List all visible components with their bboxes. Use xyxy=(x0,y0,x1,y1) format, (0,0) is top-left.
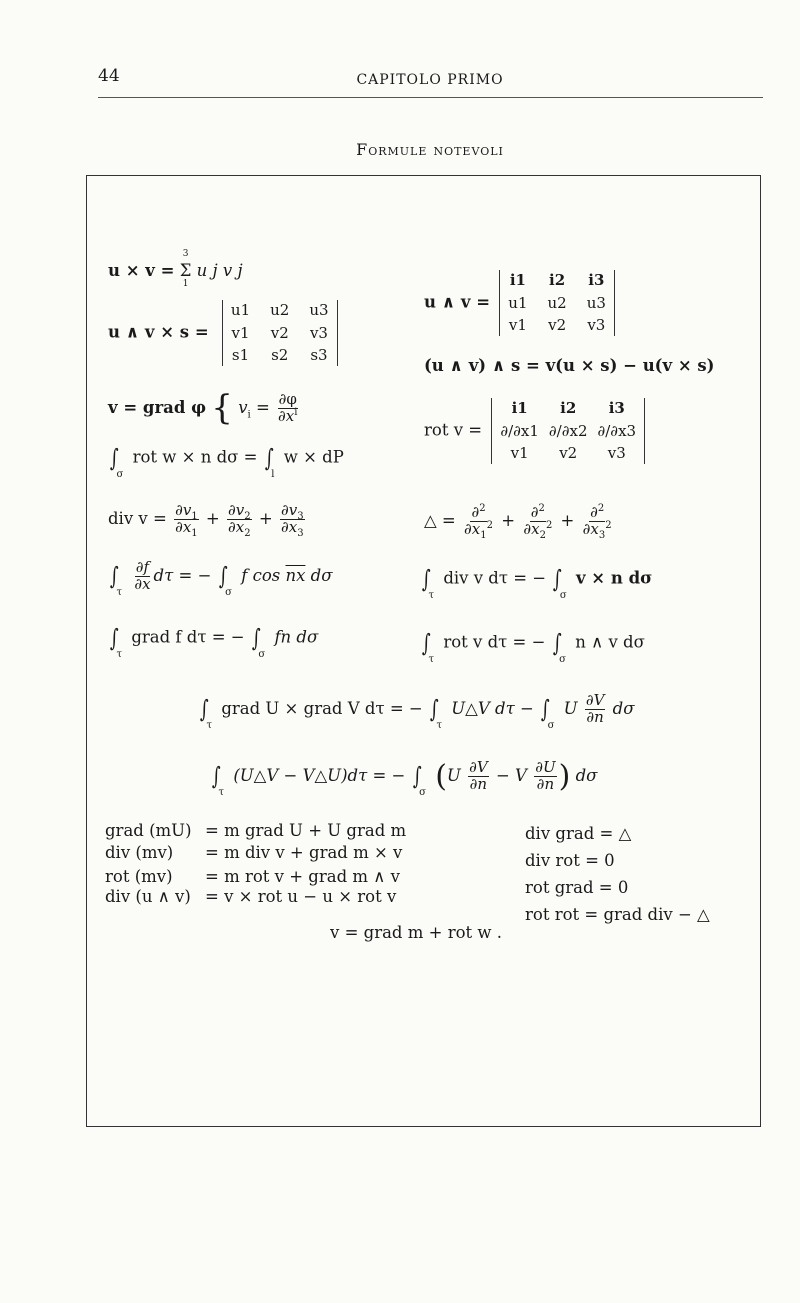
gauss1-rhs: f cos xyxy=(241,565,281,585)
det-cell: v3 xyxy=(587,316,606,334)
identity-rhs: = m grad U + U grad m xyxy=(205,821,407,840)
det-cell: u3 xyxy=(586,293,606,312)
triple-determinant xyxy=(222,300,338,366)
grad-lhs: v = grad φ xyxy=(108,398,207,418)
formula-green-2: $\int_\tau$ (U△V − V△U)dτ = − $\int_\sigma$ (U $\frac{\partial V}{\partial n}$ − V $\frac{\partial U}{\partial n}$ ) dσ xyxy=(211,758,598,798)
identities-left xyxy=(105,818,406,910)
frac-num: ∂φ xyxy=(278,390,297,409)
wedge-lhs: u ∧ v = xyxy=(424,292,491,312)
det-cell: u1 xyxy=(508,293,528,312)
formula-cross-sum xyxy=(108,249,243,289)
section-title: Formule notevoli xyxy=(356,140,504,159)
gauss2-lhs: div v dτ = − xyxy=(443,568,547,588)
formula-triple xyxy=(108,300,338,366)
det-cell: v3 xyxy=(607,444,626,462)
div-lhs: div v = xyxy=(108,508,167,528)
det-cell: v2 xyxy=(548,316,567,334)
final-identity: v = grad m + rot w . xyxy=(330,923,503,942)
grad-rhs-v: v xyxy=(238,398,248,418)
identities-right xyxy=(525,820,710,928)
det-cell: i3 xyxy=(608,399,625,417)
det-cell: i3 xyxy=(588,271,605,289)
grad-fraction: $\frac{\partial\varphi}{\partial x^i}$ xyxy=(278,390,298,426)
formula-rot xyxy=(424,398,645,464)
frac-den: ∂x xyxy=(278,407,295,426)
wedge-determinant xyxy=(499,270,615,336)
identity-lhs: div (u ∧ v) xyxy=(105,887,191,906)
identity-lhs: grad (mU) xyxy=(105,821,192,840)
triple-lhs: u ∧ v × s = xyxy=(108,322,209,342)
det-cell: v1 xyxy=(510,444,529,462)
cross-sum-lhs: u × v = xyxy=(108,261,175,280)
formula-wedge xyxy=(424,270,615,336)
green2-mid: − V xyxy=(495,766,527,785)
det-cell: i1 xyxy=(509,271,526,289)
green2-a: (U△V − V△U)dτ = − xyxy=(233,766,406,785)
det-cell: i2 xyxy=(560,399,577,417)
identity-right-row: rot grad = 0 xyxy=(525,878,629,897)
green1-c: U xyxy=(563,698,578,718)
grad-int-lhs: grad f dτ = − xyxy=(131,627,245,647)
formula-laplacian: △ = $\frac{\partial^2}{\partial x_1^2}$ + $\frac{\partial^2}{\partial x_2^2}$ + $\frac{\partial^2}{\partial x_3^2}$ xyxy=(424,503,612,541)
rot-int-lhs: rot v dτ = − xyxy=(443,632,546,652)
det-cell: u3 xyxy=(309,301,329,319)
green1-a: grad U × grad V dτ = − xyxy=(221,698,423,718)
det-cell: v1 xyxy=(508,316,527,334)
det-cell: ∂/∂x1 xyxy=(500,421,539,440)
det-cell: ∂/∂x2 xyxy=(548,421,588,440)
identity-right-row: rot rot = grad div − △ xyxy=(525,905,710,924)
formula-rot-integral: $\int_\tau$ rot v dτ = − $\int_\sigma$ n ∧ v dσ xyxy=(421,629,645,665)
green1-b: U△V dτ − xyxy=(451,698,534,718)
sum-upper: 3 xyxy=(182,249,189,259)
gauss1-angle: $\overline{nx}$ xyxy=(285,565,306,585)
formula-green-1: $\int_\tau$ grad U × grad V dτ = − $\int_\tau$ U△V $d\tau - \int_\sigma$ U $\frac{\partial V}{\partial n}$ dσ xyxy=(199,691,635,731)
identity-rhs: = v × rot u − u × rot v xyxy=(205,887,397,906)
formula-div: div v = $\frac{\partial v_1}{\partial x_1}$ + $\frac{\partial v_2}{\partial x_2}$ + $\frac{\partial v_3}{\partial x_3}$ xyxy=(108,501,304,539)
rot-lhs: rot v = xyxy=(424,420,483,440)
identity-lhs: div (mv) xyxy=(105,843,174,862)
det-cell: u1 xyxy=(230,301,251,319)
det-cell: u2 xyxy=(270,301,290,319)
laplace-lhs: △ = xyxy=(424,510,456,530)
det-cell: u2 xyxy=(547,293,567,312)
sum-sign: Σ xyxy=(179,261,192,280)
identity-right-row: div rot = 0 xyxy=(525,851,615,870)
det-cell: i2 xyxy=(549,271,566,289)
gauss2-rhs: v × n dσ xyxy=(575,568,653,588)
formula-gauss-1: $\int_\tau$ $\frac{\partial f}{\partial x}$ dτ = − $\int_\sigma$ f $\cos \overline{nx}$ dσ xyxy=(109,558,333,598)
det-cell: ∂/∂x3 xyxy=(597,421,637,440)
identity-rhs: = m rot v + grad m ∧ v xyxy=(205,867,400,886)
brace: { xyxy=(211,388,233,428)
identity-row xyxy=(105,884,406,910)
grad-int-rhs: fn dσ xyxy=(274,627,319,647)
sum-lower: 1 xyxy=(182,279,189,289)
formula-stokes: $\int_\sigma$ rot w × n $d\sigma = \int_l$ w × dP xyxy=(109,444,344,480)
running-title: CAPITOLO PRIMO xyxy=(356,72,504,88)
page-number: 44 xyxy=(98,66,120,86)
det-cell: s3 xyxy=(310,346,328,364)
identity-rhs: = m div v + grad m × v xyxy=(205,843,403,862)
det-cell: v3 xyxy=(309,323,328,342)
cross-sum-tail: u j v j xyxy=(196,261,243,280)
det-cell: v2 xyxy=(559,444,578,462)
stokes-lhs: rot w × n dσ = xyxy=(132,447,258,467)
rot-determinant xyxy=(491,398,645,464)
det-cell: s2 xyxy=(271,346,289,364)
stokes-rhs: w × dP xyxy=(283,447,344,467)
identity-right-row: div grad = △ xyxy=(525,824,632,843)
identity-lhs: rot (mv) xyxy=(105,867,173,886)
identity-row xyxy=(105,840,406,866)
det-cell: v2 xyxy=(270,323,289,342)
rot-int-rhs: n ∧ v dσ xyxy=(575,632,645,652)
formula-double-wedge: (u ∧ v) ∧ s = v(u × s) − u(v × s) xyxy=(424,356,715,375)
header-rule xyxy=(98,97,763,98)
det-cell: s1 xyxy=(231,346,250,364)
formula-grad-integral: $\int_\tau$ grad f dτ = − $\int_\sigma$ fn dσ xyxy=(109,624,319,660)
formula-gauss-2: $\int_\tau$ div v dτ = − $\int_\sigma$ v × n dσ xyxy=(421,565,653,601)
det-cell: i1 xyxy=(511,399,528,417)
det-cell: v1 xyxy=(231,323,250,342)
formula-grad: v = grad φ { $v_i$ = $\frac{\partial\varphi}{\partial x^i}$ xyxy=(108,388,298,428)
